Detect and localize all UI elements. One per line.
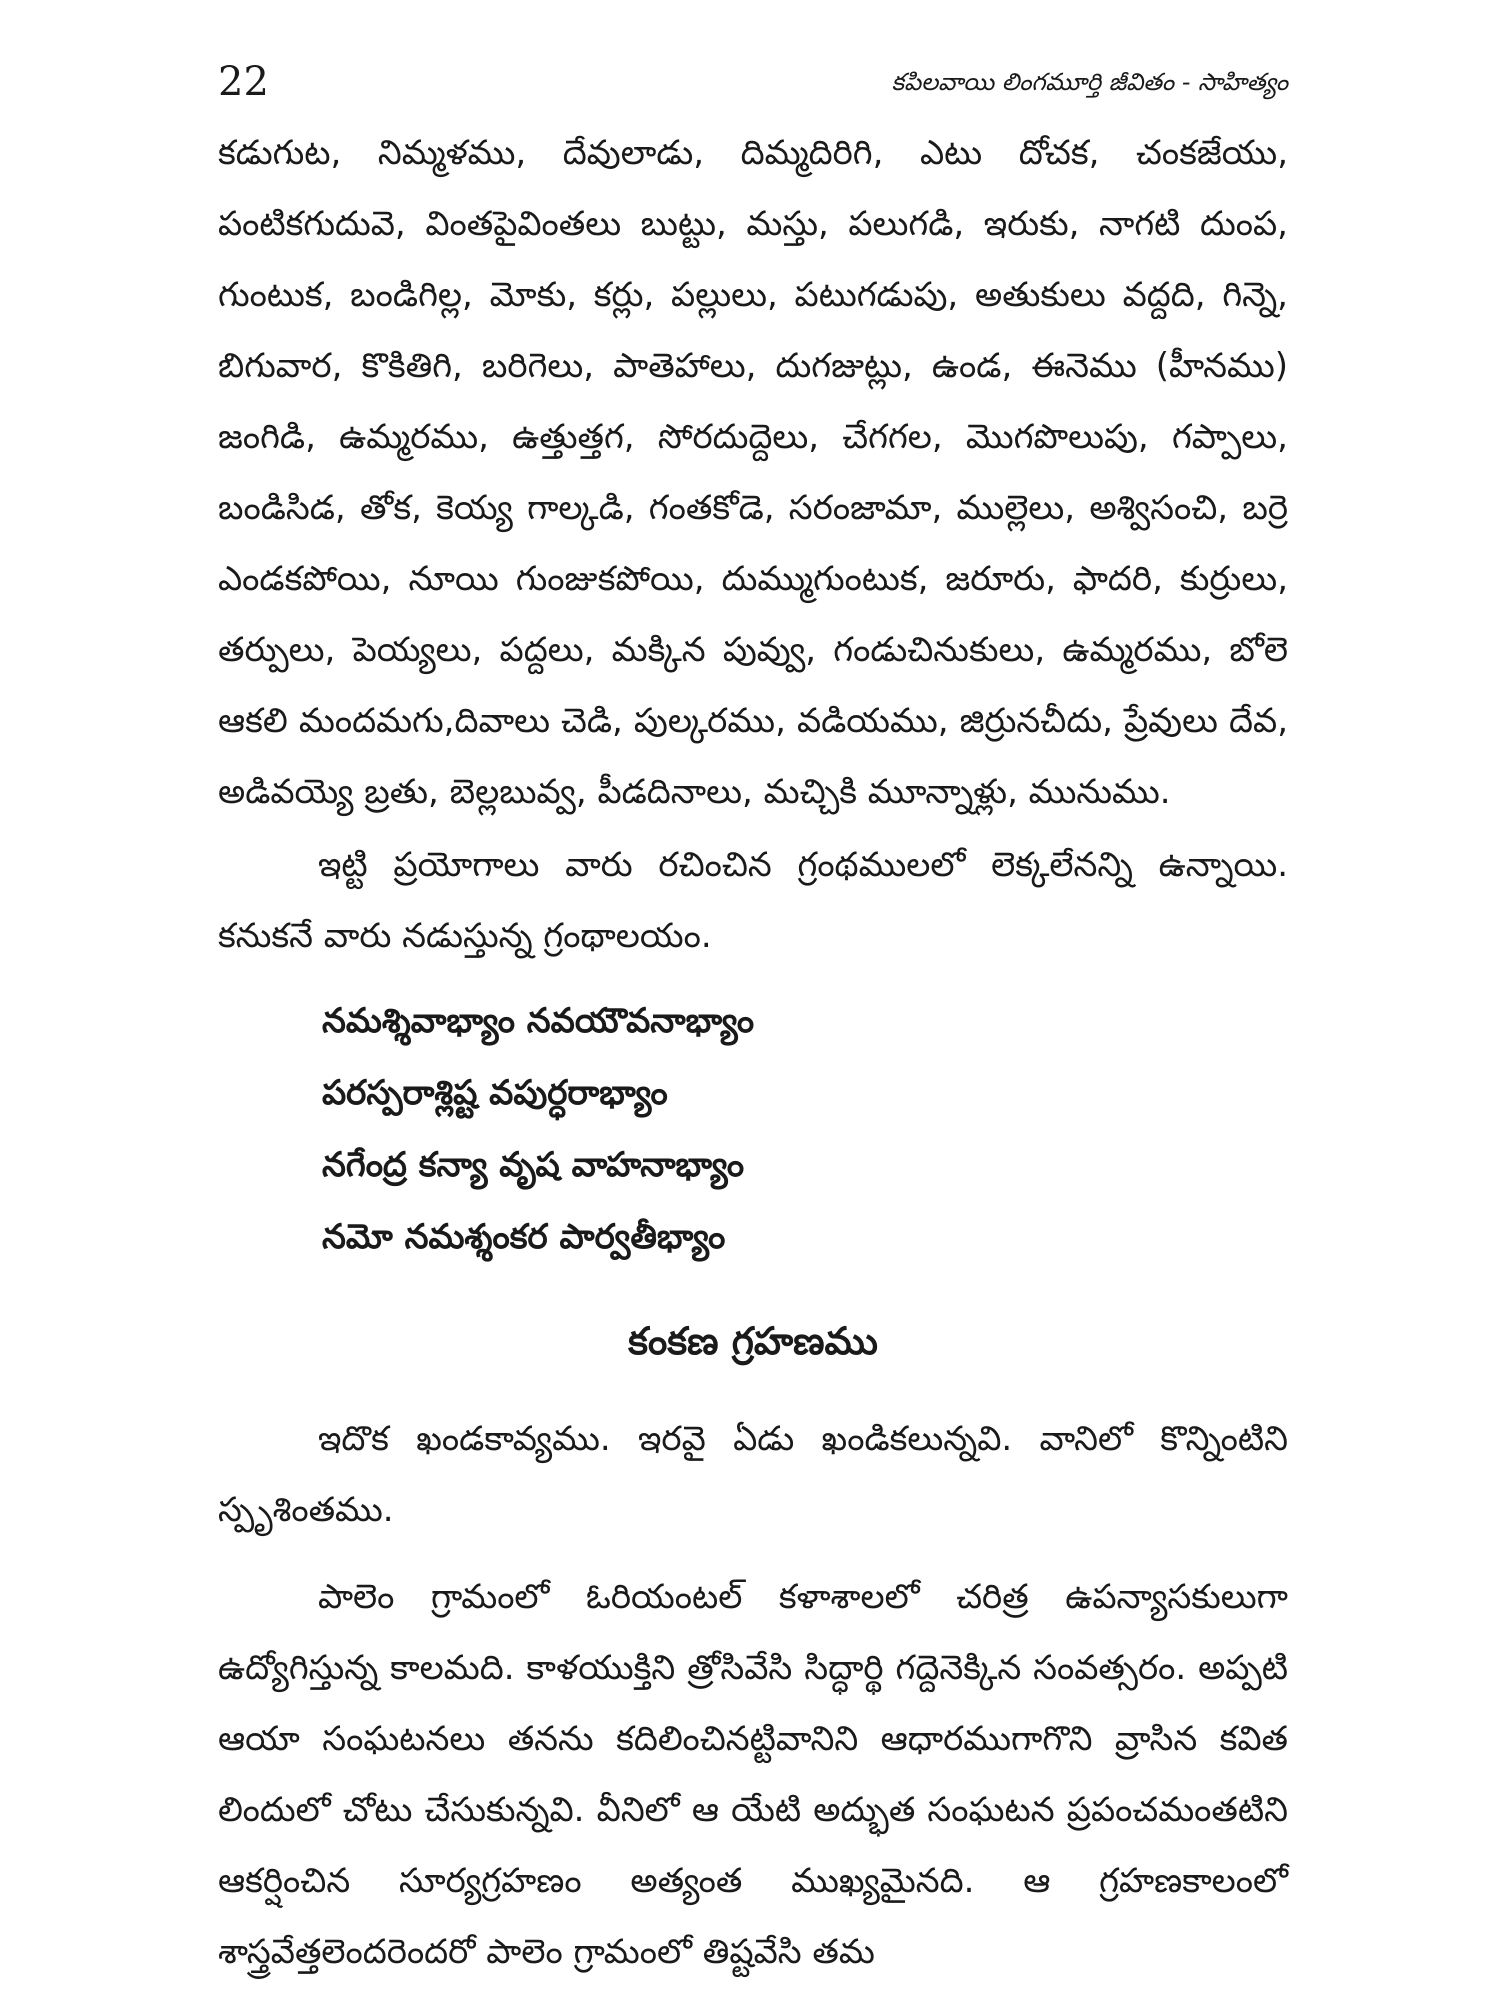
body-paragraph: ఇదొక ఖండకావ్యము. ఇరవై ఏడు ఖండికలున్నవి. వానిలో కొన్నింటిని స్పృశింతము. — [218, 1419, 1288, 1530]
page-number: 22 — [218, 59, 269, 105]
verse-line: నగేంద్ర కన్యా వృష వాహనాభ్యాం — [322, 1145, 745, 1185]
page-header — [218, 52, 1288, 112]
running-title: కపిలవాయి లింగమూర్తి జీవితం - సాహిత్యం — [891, 68, 1288, 96]
body-paragraph: ఇట్టి ప్రయోగాలు వారు రచించిన గ్రంథములలో లెక్కలేనన్ని ఉన్నాయి. కనుకనే వారు నడుస్తున్న గ్రంథాలయం. — [218, 845, 1288, 956]
verse-line: పరస్పరాశ్లిష్ట వపుర్ధరాభ్యాం — [322, 1073, 668, 1113]
body-paragraph: పాలెం గ్రామంలో ఓరియంటల్ కళాశాలలో చరిత్ర ఉపన్యాసకులుగా ఉద్యోగిస్తున్న కాలమది. కాళయుక్తిని త్రోసివేసి సిద్ధార్థి గద్దెనెక్కిన సంవత్సరం. అప్పటి ఆయా సంఘటనలు తనను కదిలించినట్టివానిని ఆధారముగాగొని వ్రాసిన కవిత లిందులో చోటు చేసుకున్నవి. వీనిలో ఆ యేటి అద్భుత సంఘటన ప్రపంచమంతటిని ఆకర్షించిన సూర్యగ్రహణం అత్యంత ముఖ్యమైనది. ఆ గ్రహణకాలంలో శాస్త్రవేత్తలెందరెందరో పాలెం గ్రామంలో తిష్టవేసి తమ — [218, 1577, 1288, 1972]
verse-block — [322, 985, 1122, 1273]
word-list-paragraph: కడుగుట, నిమ్మళము, దేవులాడు, దిమ్మదిరిగి, ఎటు దోచక, చంకజేయు, పంటికగుదువె, వింతపైవింతలు బుట్టు, మస్తు, పలుగడి, ఇరుకు, నాగటి దుంప, గుంటుక, బండిగిల్ల, మోకు, కర్లు, పల్లులు, పటుగడుపు, అతుకులు వద్దది, గిన్నె, బిగువార, కొకితిగి, బరిగెలు, పాతెహాలు, దుగజుట్లు, ఉండ, ఈనెము (హీనము) జంగిడి, ఉమ్మరము, ఉత్తుత్తగ, సోరదుద్దెలు, చేగగల, మొగపొలుపు, గప్పాలు, బండిసిడ, తోక, కెయ్య గాల్కడి, గంతకోడె, సరంజామా, ముల్లెలు, అశ్విసంచి, బర్రె ఎండకపోయి, నూయి గుంజుకపోయి, దుమ్ముగుంటుక, జరూరు, ఫాదరి, కుర్రులు, తర్పులు, పెయ్యలు, పద్దలు, మక్కిన పువ్వు, గండుచినుకులు, ఉమ్మరము, బోలె ఆకలి మందమగు,దివాలు చెడి, పుల్కరము, వడియము, జిర్రునచీదు, ప్రేవులు దేవ, అడివయ్యె బ్రతు, బెల్లబువ్వ, పీడదినాలు, మచ్చికి మూన్నాళ్లు, మునుము. — [218, 133, 1288, 812]
verse-line: నమశ్శివాభ్యాం నవయౌవనాభ్యాం — [322, 1001, 755, 1041]
verse-line: నమో నమశ్శంకర పార్వతీభ్యాం — [322, 1217, 726, 1257]
section-heading: కంకణ గ్రహణము — [628, 1319, 878, 1363]
